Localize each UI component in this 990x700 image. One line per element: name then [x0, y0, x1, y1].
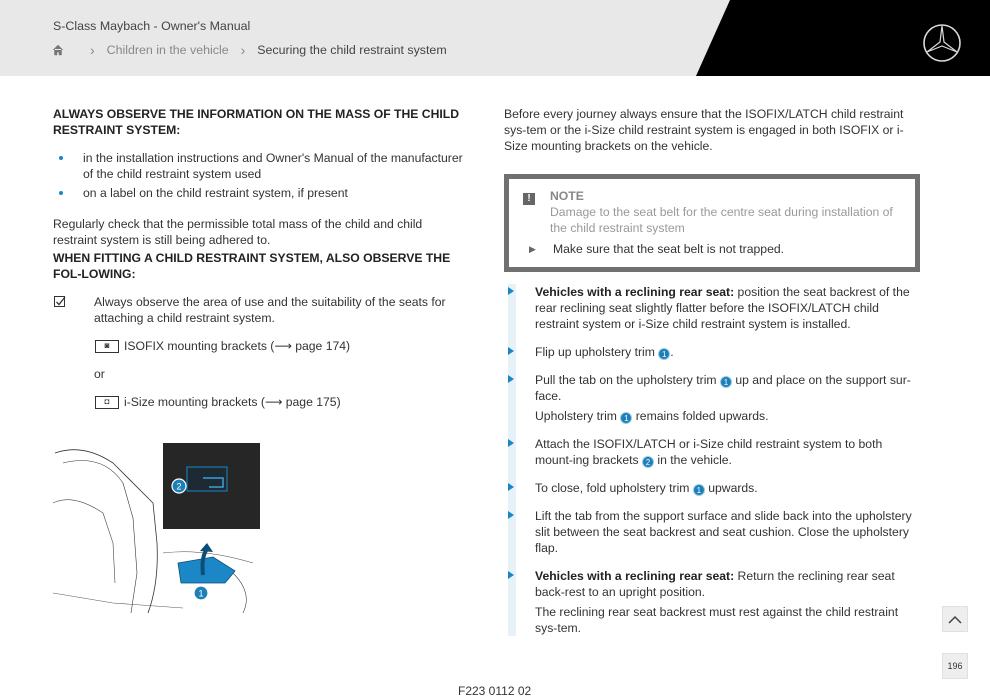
mass-heading: ALWAYS OBSERVE THE INFORMATION ON THE MASS OF THE CHILD RESTRAINT SYSTEM: [53, 107, 460, 137]
isize-symbol-icon: ◘ [95, 396, 119, 409]
warning-exclamation-icon: ! [523, 193, 535, 205]
fitting-heading: WHEN FITTING A CHILD RESTRAINT SYSTEM, ALSO OBSERVE THE FOL-LOWING: [53, 251, 451, 281]
intro-paragraph: Before every journey always ensure that the ISOFIX/LATCH child restraint sys-tem or the i-Size child restraint system is engaged in both ISOFIX or i-Size mounting brackets on the vehicle. [504, 107, 904, 153]
step-note: Upholstery trim 1 remains folded upwards. [535, 409, 769, 423]
instruction-steps [504, 284, 920, 636]
chevron-up-icon [948, 615, 962, 624]
checkbox-check-icon [54, 296, 66, 308]
step-item: Vehicles with a reclining rear seat: position the seat backrest of the rear reclining seat slightly flatter before the ISOFIX/LATCH child restraint system or i-Size child restraint system is installed. [535, 284, 920, 332]
step-arrow-icon [508, 511, 514, 519]
figure-label-1: 1 [198, 588, 204, 599]
step-arrow-icon [508, 287, 514, 295]
right-column [504, 106, 920, 648]
rear-seat-illustration [53, 443, 260, 613]
step-item: Attach the ISOFIX/LATCH or i-Size child restraint system to both mount-ing brackets 2 in the vehicle. [535, 436, 920, 468]
observe-area-item: Always observe the area of use and the suitability of the seats for attaching a child restraint system. [53, 294, 465, 326]
step-arrow-icon: ▶ [529, 244, 536, 254]
breadcrumb-children[interactable]: Children in the vehicle [106, 43, 229, 57]
step-item: Flip up upholstery trim 1 . [535, 344, 920, 360]
mass-bullet-list [53, 150, 465, 201]
step-arrow-icon [508, 439, 514, 447]
steps-bar [508, 284, 516, 636]
breadcrumb-current: Securing the child restraint system [257, 43, 447, 57]
callout-number-icon: 1 [658, 348, 670, 360]
left-column [53, 106, 465, 410]
callout-number-icon: 1 [620, 412, 632, 424]
callout-number-icon: 1 [720, 376, 732, 388]
isize-reference[interactable]: ◘ i-Size mounting brackets (⟶ page 175) [95, 394, 465, 410]
step-item: To close, fold upholstery trim 1 upwards. [535, 480, 920, 496]
isofix-symbol-icon: ◙ [95, 340, 119, 353]
isofix-reference[interactable]: ◙ ISOFIX mounting brackets (⟶ page 174) [95, 338, 465, 354]
or-label: or [94, 367, 105, 381]
note-step: ▶ Make sure that the seat belt is not trapped. [529, 242, 785, 256]
page-header [0, 0, 990, 76]
chevron-right-icon: › [90, 42, 95, 58]
step-note: The reclining rear seat backrest must rest against the child restraint sys-tem. [535, 605, 899, 635]
chevron-right-icon: › [240, 42, 246, 58]
note-title: NOTE [550, 189, 584, 203]
breadcrumb [52, 42, 447, 58]
callout-number-icon: 1 [693, 484, 705, 496]
step-arrow-icon [508, 571, 514, 579]
step-item: Vehicles with a reclining rear seat: Return the reclining rear seat back-rest to an upright position. The reclining rear seat backrest must rest against the child restraint sys-tem. [535, 568, 920, 636]
figure-caption: F223 0112 02 [458, 684, 532, 698]
mercedes-star-icon [922, 23, 962, 63]
list-item: on a label on the child restraint system, if present [53, 185, 465, 201]
note-box [504, 174, 920, 272]
figure-label-2: 2 [176, 481, 182, 492]
step-arrow-icon [508, 347, 514, 355]
step-arrow-icon [508, 375, 514, 383]
list-item: in the installation instructions and Owner's Manual of the manufacturer of the child restraint system used [53, 150, 465, 182]
step-arrow-icon [508, 483, 514, 491]
step-item: Pull the tab on the upholstery trim 1 up and place on the support sur-face. Upholstery trim 1 remains folded upwards. [535, 372, 920, 424]
page-number-button[interactable]: 196 [942, 653, 968, 679]
mass-paragraph: Regularly check that the permissible total mass of the child and child restraint system is still being adhered to. [53, 217, 423, 247]
step-item: Lift the tab from the support surface and slide back into the upholstery slit between the seat backrest and seat cushion. Close the upholstery flap. [535, 508, 920, 556]
scroll-to-top-button[interactable] [942, 606, 968, 632]
note-description: Damage to the seat belt for the centre seat during installation of the child restraint system [550, 205, 893, 235]
callout-number-icon: 2 [642, 456, 654, 468]
manual-title: S-Class Maybach - Owner's Manual [53, 19, 251, 33]
home-icon[interactable] [52, 44, 64, 56]
